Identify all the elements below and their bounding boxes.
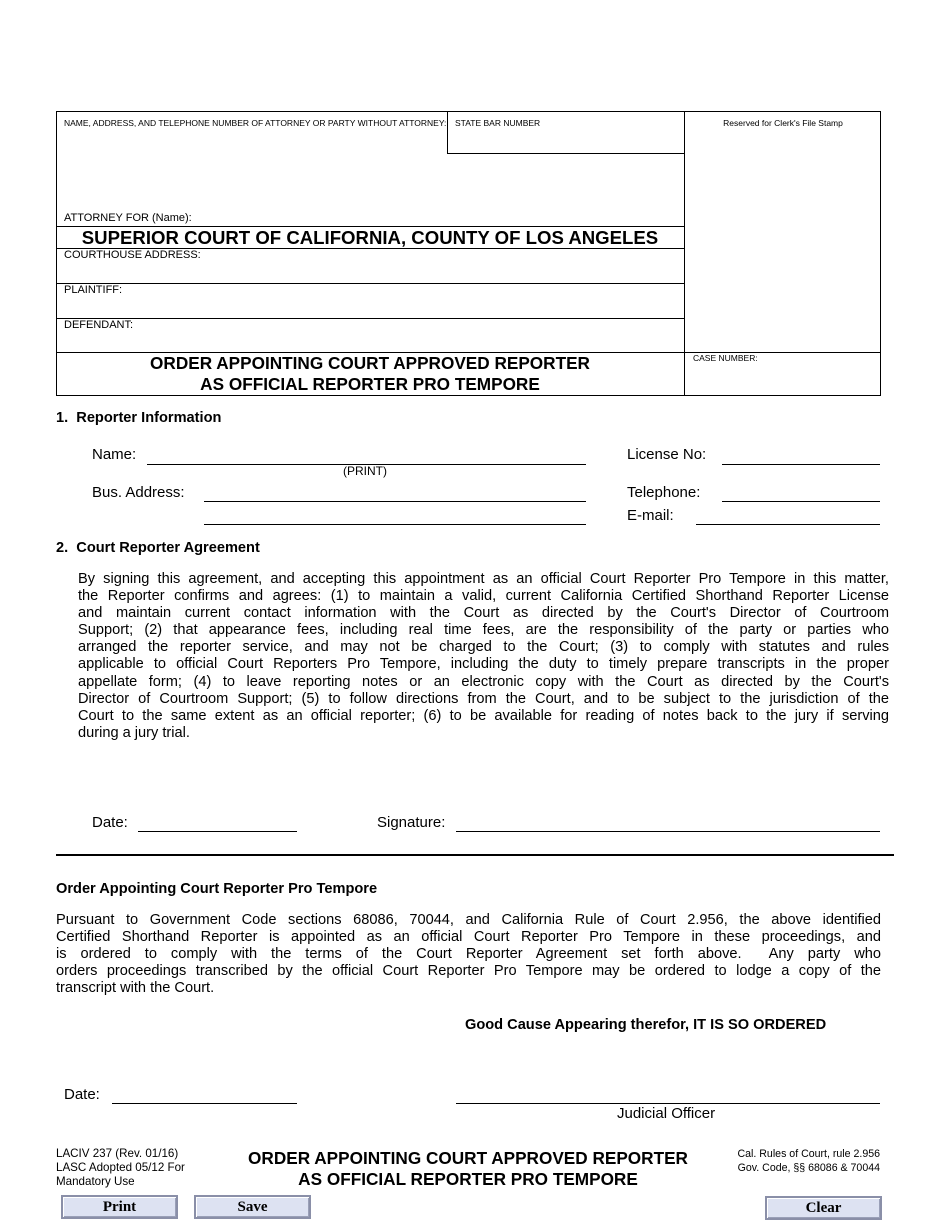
print-note: (PRINT): [343, 464, 387, 478]
order-line: orders proceedings transcribed by the official Court Reporter Pro Tempore may be ordered to lodge a copy of the: [56, 963, 881, 980]
bus-address-input-2[interactable]: [205, 508, 585, 524]
clerk-stamp-label: Reserved for Clerk's File Stamp: [723, 118, 843, 128]
court-name: SUPERIOR COURT OF CALIFORNIA, COUNTY OF LOS ANGELES: [81, 227, 659, 248]
email-input[interactable]: [697, 508, 879, 524]
state-bar-divider: [447, 111, 448, 154]
bus-address-label: Bus. Address:: [92, 484, 185, 501]
agreement-line: By signing this agreement, and accepting this appointment as an official Court Reporter Pro Tempore in this matter,: [78, 571, 889, 587]
section1-heading: 1. Reporter Information: [56, 410, 222, 426]
signature-line: [456, 831, 880, 832]
bus-address-input-1[interactable]: [205, 485, 585, 501]
agreement-line: Director of Courtroom Support; (5) to follow directions from the Court, and to be subject to the jurisdiction of the: [78, 690, 889, 707]
order-heading: Order Appointing Court Reporter Pro Tempore: [56, 881, 378, 897]
judicial-officer-label: Judicial Officer: [617, 1105, 716, 1122]
order-line: is ordered to comply with the terms of the Court Reporter Agreement set forth above. Any party who: [56, 946, 881, 963]
form-title-line1: ORDER APPOINTING COURT APPROVED REPORTER: [150, 353, 590, 373]
adopted-note: LASC Adopted 05/12 For: [56, 1161, 185, 1174]
agreement-line: Court to the same extent as an official reporter; (6) to be available for reading of notes back to the jury if serving: [78, 707, 889, 724]
agreement-line: during a jury trial.: [78, 724, 190, 741]
footer-title-line1: ORDER APPOINTING COURT APPROVED REPORTER: [248, 1148, 688, 1168]
defendant-label: DEFENDANT:: [64, 319, 134, 331]
agreement-line: arranged the reporter service, and may not be charged to the Court; (3) to comply with statutes and rules: [78, 639, 889, 656]
attorney-for-input[interactable]: [200, 210, 670, 226]
state-bar-bottom: [447, 153, 684, 154]
reporter-date-label: Date:: [92, 814, 128, 831]
license-label: License No:: [627, 446, 707, 463]
reporter-date-input[interactable]: [139, 815, 296, 831]
order-line: transcript with the Court.: [56, 980, 215, 997]
rule-citation: Cal. Rules of Court, rule 2.956: [737, 1148, 880, 1160]
plaintiff-label: PLAINTIFF:: [64, 284, 123, 296]
name-label: Name:: [92, 446, 137, 463]
defendant-input[interactable]: [64, 334, 674, 350]
footer-rules: [700, 1147, 880, 1175]
order-date-label: Date:: [64, 1086, 100, 1103]
case-number-input[interactable]: [693, 370, 873, 386]
telephone-input[interactable]: [723, 485, 879, 501]
courthouse-input[interactable]: [64, 264, 674, 280]
good-cause-text: Good Cause Appearing therefor, IT IS SO ORDERED: [465, 1017, 827, 1033]
attorney-label: NAME, ADDRESS, AND TELEPHONE NUMBER OF ATTORNEY OR PARTY WITHOUT ATTORNEY:: [64, 118, 447, 128]
agreement-line: Support; (2) that appearance fees, including real time fees, are the responsibility of the party or parties who: [78, 622, 889, 639]
attorney-input[interactable]: [62, 130, 442, 208]
code-citation: Gov. Code, §§ 68086 & 70044: [737, 1162, 880, 1174]
plaintiff-input[interactable]: [64, 299, 674, 315]
reporter-name-input[interactable]: [148, 447, 585, 463]
agreement-line: the Reporter confirms and agrees: (1) to maintain a valid, current California Certified Shorthand Reporter License: [78, 588, 889, 605]
clear-button[interactable]: Clear: [765, 1196, 882, 1220]
agreement-text: [78, 571, 889, 742]
signature-label: Signature:: [377, 814, 446, 831]
order-line: Pursuant to Government Code sections 68086, 70044, and California Rule of Court 2.956, the above identified: [56, 912, 881, 928]
telephone-label: Telephone:: [627, 484, 701, 501]
case-number-label: CASE NUMBER:: [693, 353, 758, 363]
judicial-signature-line: [456, 1103, 880, 1104]
agreement-line: appellate form; (4) to leave reporting notes or an electronic copy with the Court as directed by the Court's: [78, 673, 889, 690]
order-date-input[interactable]: [113, 1087, 296, 1103]
license-input[interactable]: [723, 447, 879, 463]
order-line: Certified Shorthand Reporter is appointed as an official Court Reporter Pro Tempore in these proceedings, and: [56, 929, 881, 946]
attorney-for-label: ATTORNEY FOR (Name):: [64, 212, 192, 224]
section-divider: [56, 854, 894, 856]
email-label: E-mail:: [627, 507, 674, 524]
state-bar-label: STATE BAR NUMBER: [455, 118, 541, 128]
state-bar-input[interactable]: [455, 132, 675, 148]
save-button[interactable]: Save: [194, 1195, 311, 1219]
form-id-block: [56, 1147, 185, 1189]
form-id: LACIV 237 (Rev. 01/16): [56, 1147, 179, 1160]
mandatory-note: Mandatory Use: [56, 1175, 135, 1188]
caption-divider: [684, 111, 685, 396]
courthouse-label: COURTHOUSE ADDRESS:: [64, 249, 201, 261]
section2-heading: 2. Court Reporter Agreement: [56, 540, 260, 556]
form-title-line2: AS OFFICIAL REPORTER PRO TEMPORE: [200, 374, 540, 394]
print-button[interactable]: Print: [61, 1195, 178, 1219]
order-text: [56, 912, 881, 997]
footer-title-line2: AS OFFICIAL REPORTER PRO TEMPORE: [298, 1169, 638, 1189]
agreement-line: applicable to official Court Reporters Pro Tempore, including the duty to timely prepare transcripts in the proper: [78, 656, 889, 673]
agreement-line: and maintain current contact information with the Court as directed by the Court's Director of Courtroom: [78, 605, 889, 622]
